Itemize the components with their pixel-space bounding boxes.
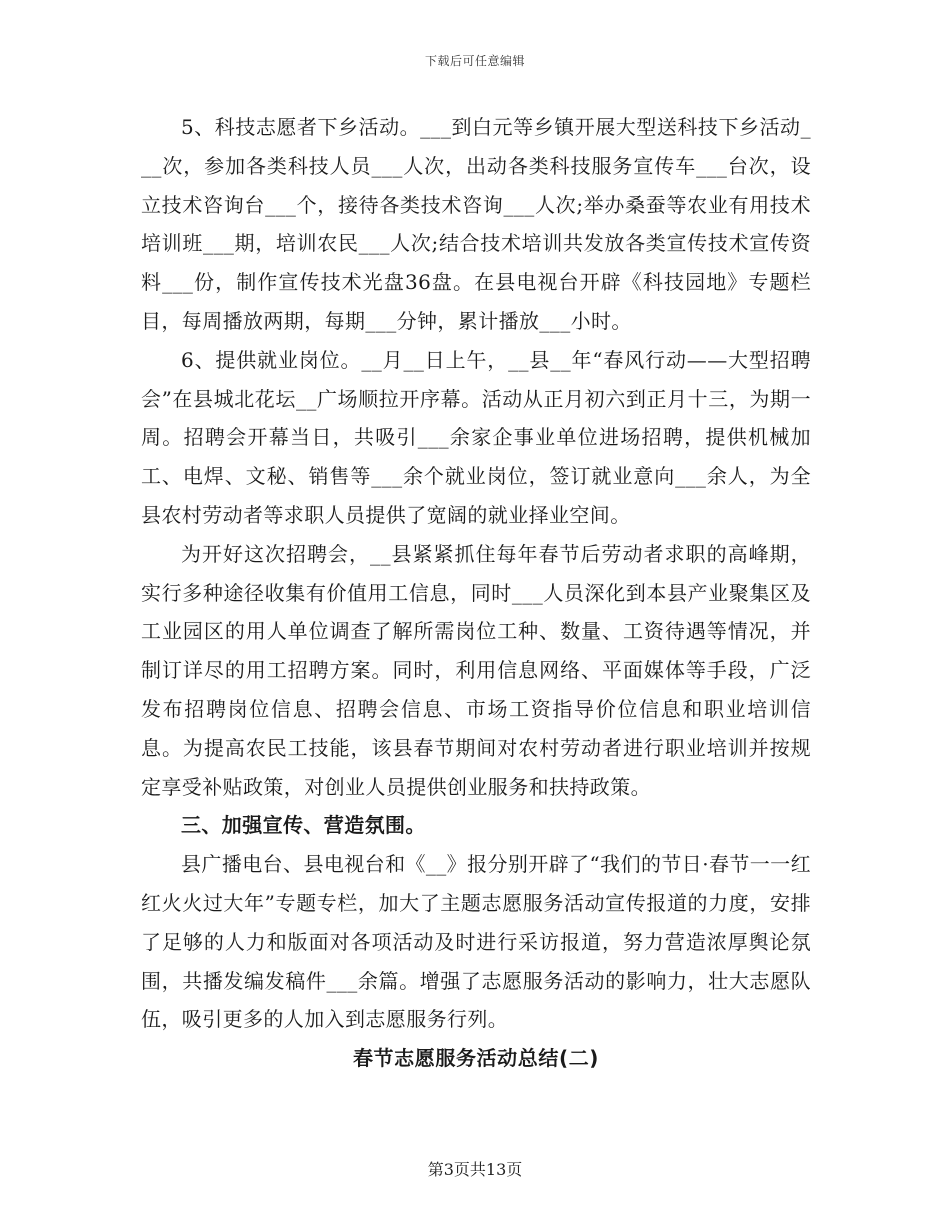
paragraph-publicity: 县广播电台、县电视台和《__》报分别开辟了“我们的节日·春节一一红红火火过大年”专题专栏，加大了主题志愿服务活动宣传报道的力度，安排了足够的人力和版面对各项活动及时进行采访报道，努力营造浓厚舆论氛围，共播发编发稿件___余篇。增强了志愿服务活动的影响力，壮大志愿队伍，吸引更多的人加入到志愿服务行列。 [141,852,811,1032]
paragraph-job-fair-preparation: 为开好这次招聘会，__县紧紧抓住每年春节后劳动者求职的高峰期，实行多种途径收集有价值用工信息，同时___人员深化到本县产业聚集区及工业园区的用人单位调查了解所需岗位工种、数量、工资待遇等情况，并制订详尽的用工招聘方案。同时，利用信息网络、平面媒体等手段，广泛发布招聘岗位信息、招聘会信息、市场工资指导价位信息和职业培训信息。为提高农民工技能，该县春节期间对农村劳动者进行职业培训并按规定享受补贴政策，对创业人员提供创业服务和扶持政策。 [141,541,811,799]
paragraph-science-volunteers: 5、科技志愿者下乡活动。___到白元等乡镇开展大型送科技下乡活动___次，参加各类科技人员___人次，出动各类科技服务宣传车___台次，设立技术咨询台___个，接待各类技术咨询___人次;举办桑蚕等农业有用技术培训班___期，培训农民___人次;结合技术培训共发放各类宣传技术宣传资料___份，制作宣传技术光盘36盘。在县电视台开辟《科技园地》专题栏目，每周播放两期，每期___分钟，累计播放___小时。 [141,115,811,333]
header-note: 下载后可任意编辑 [424,54,525,68]
document-body [141,108,811,1077]
heading-publicity: 三、加强宣传、营造氛围。 [181,813,426,838]
section-title: 春节志愿服务活动总结(二) [352,1046,600,1071]
page-number-footer: 第3页共13页 [427,1160,523,1179]
paragraph-job-positions: 6、提供就业岗位。__月__日上午，__县__年“春风行动——大型招聘会”在县城北花坛__广场顺拉开序幕。活动从正月初六到正月十三，为期一周。招聘会开幕当日，共吸引___余家企事业单位进场招聘，提供机械加工、电焊、文秘、销售等___余个就业岗位，签订就业意向___余人，为全县农村劳动者等求职人员提供了宽阔的就业择业空间。 [141,347,811,527]
